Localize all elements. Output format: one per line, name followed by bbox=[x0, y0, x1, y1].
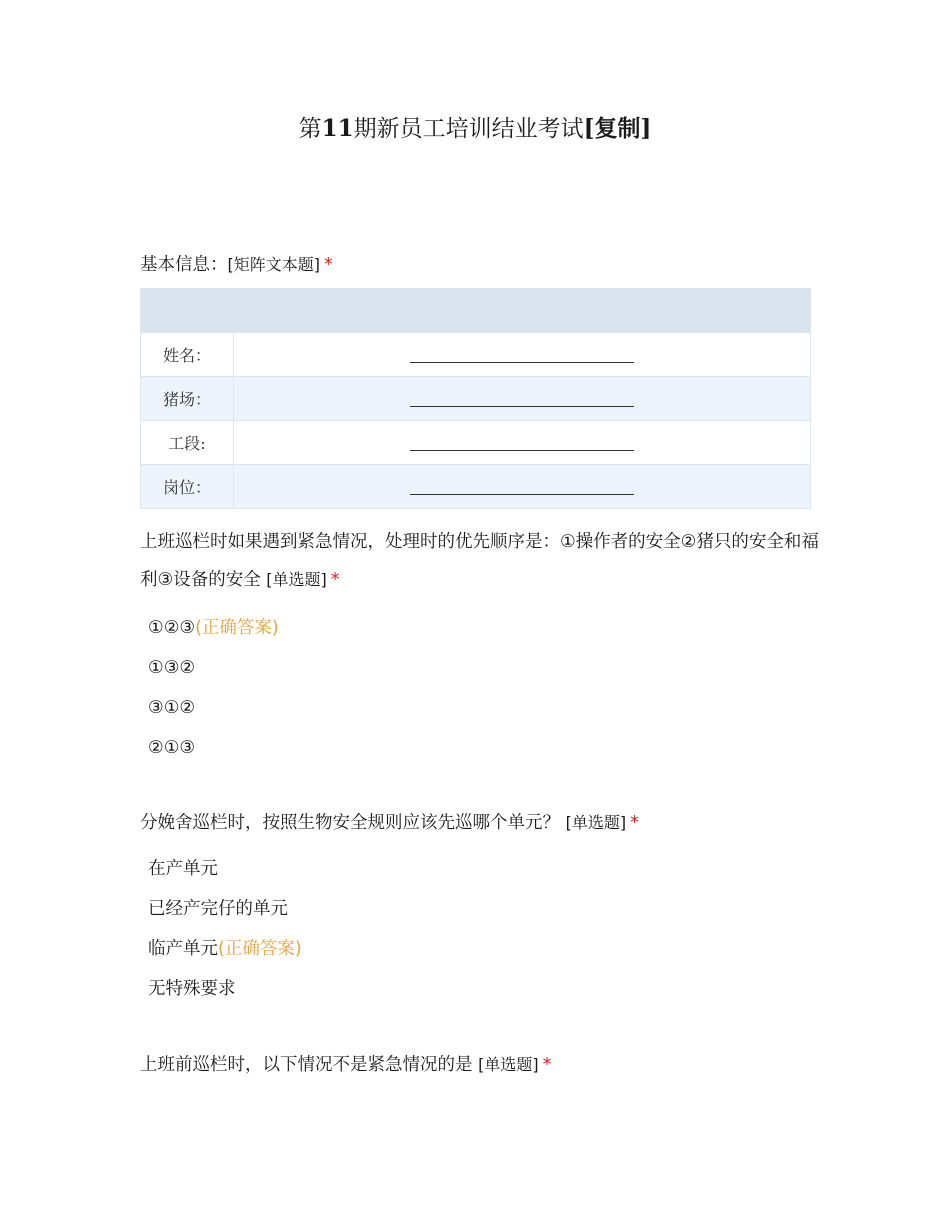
option-item[interactable] bbox=[148, 614, 279, 654]
matrix-text-field[interactable] bbox=[234, 421, 811, 465]
blank-line bbox=[410, 480, 634, 495]
question-4-text: 上班前巡栏时，以下情况不是紧急情况的是 bbox=[140, 1055, 473, 1075]
option-label: 临产单元 bbox=[148, 939, 218, 959]
question-2-title bbox=[140, 524, 820, 599]
question-1-title bbox=[140, 246, 820, 284]
option-label: 在产单元 bbox=[148, 859, 218, 879]
option-item[interactable] bbox=[148, 694, 279, 734]
matrix-row-label: 姓名： bbox=[141, 333, 234, 377]
question-4-type: [单选题] bbox=[478, 1055, 539, 1074]
matrix-row bbox=[141, 465, 811, 509]
matrix-row-label: 工段: bbox=[141, 421, 234, 465]
correct-answer-mark: (正确答案) bbox=[218, 939, 302, 959]
option-label: 已经产完仔的单元 bbox=[148, 899, 288, 919]
required-marker: * bbox=[542, 1055, 552, 1075]
page-title: 第11期新员工培训结业考试[复制] bbox=[298, 115, 652, 142]
question-4-title bbox=[140, 1046, 820, 1084]
question-3-title bbox=[140, 804, 820, 842]
required-marker: * bbox=[324, 255, 333, 275]
matrix-text-field[interactable] bbox=[234, 333, 811, 377]
option-item[interactable] bbox=[148, 654, 279, 694]
matrix-row bbox=[141, 421, 811, 465]
matrix-row bbox=[141, 333, 811, 377]
matrix-text-field[interactable] bbox=[234, 465, 811, 509]
question-3-text: 分娩舍巡栏时，按照生物安全规则应该先巡哪个单元？ bbox=[140, 813, 560, 833]
option-label: ③①② bbox=[148, 698, 196, 718]
blank-line bbox=[410, 436, 634, 451]
option-label: ①②③ bbox=[148, 618, 196, 638]
option-item[interactable] bbox=[148, 935, 302, 975]
matrix-row-label: 猪场： bbox=[141, 377, 234, 421]
option-label: ①③② bbox=[148, 658, 196, 678]
question-2-options bbox=[148, 614, 279, 774]
required-marker: * bbox=[630, 813, 639, 833]
matrix-row-label: 岗位： bbox=[141, 465, 234, 509]
matrix-table bbox=[140, 288, 811, 509]
matrix-header-cell bbox=[141, 289, 234, 333]
blank-line bbox=[410, 348, 634, 363]
option-label: 无特殊要求 bbox=[148, 979, 236, 999]
blank-line bbox=[410, 392, 634, 407]
option-item[interactable] bbox=[148, 734, 279, 774]
question-3-options bbox=[148, 855, 302, 1015]
question-2-text: 上班巡栏时如果遇到紧急情况，处理时的优先顺序是：①操作者的安全②猪只的安全和福利③设备的安全 bbox=[140, 532, 819, 590]
matrix-header-row bbox=[141, 289, 811, 333]
correct-answer-mark: (正确答案) bbox=[195, 618, 279, 638]
question-2-type: [单选题] bbox=[266, 570, 327, 589]
option-item[interactable] bbox=[148, 855, 302, 895]
question-1-type: [矩阵文本题] bbox=[227, 255, 320, 274]
option-item[interactable] bbox=[148, 895, 302, 935]
option-item[interactable] bbox=[148, 975, 302, 1015]
question-1-text: 基本信息： bbox=[140, 255, 228, 275]
matrix-row bbox=[141, 377, 811, 421]
option-label: ②①③ bbox=[148, 738, 196, 758]
matrix-text-field[interactable] bbox=[234, 377, 811, 421]
matrix-header-cell bbox=[234, 289, 811, 333]
question-3-type: [单选题] bbox=[565, 813, 627, 832]
required-marker: * bbox=[330, 570, 340, 590]
